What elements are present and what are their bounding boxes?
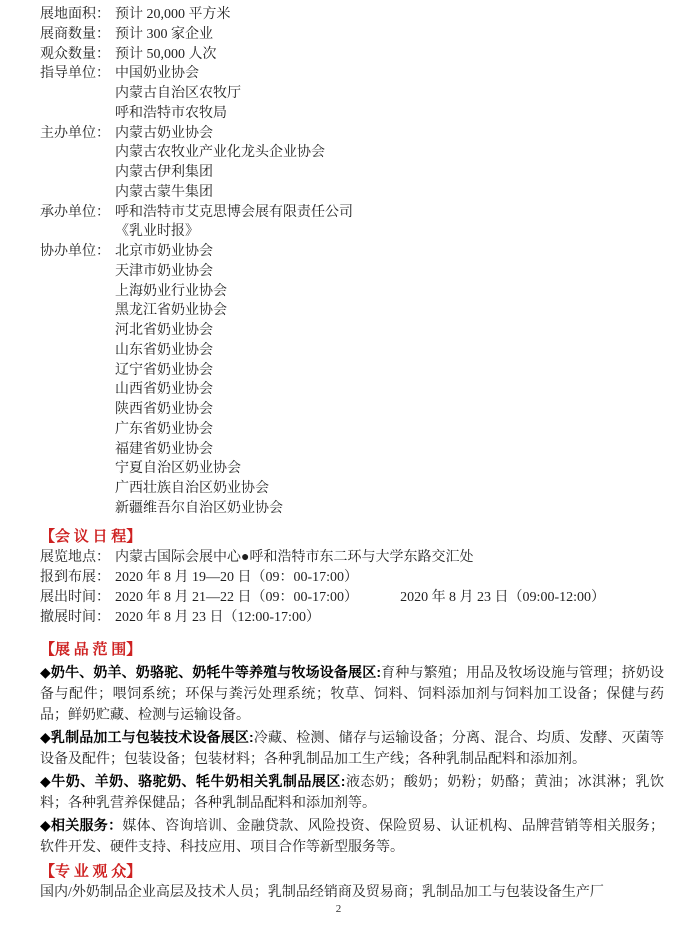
info-value: 北京市奶业协会 bbox=[115, 244, 213, 259]
schedule-section-title: 【会 议 日 程】 bbox=[40, 528, 142, 545]
info-label: 承办单位： bbox=[40, 204, 110, 220]
exhibit-item bbox=[40, 727, 664, 771]
exhibit-category-body: 育种与繁殖；用品及牧场设施与管理；挤奶设备与配件；喂饲系统；环保与粪污处理系统；牧草、饲料、饲料添加剂与饲料加工设备；保健与药品；鲜奶贮藏、检测与运输设备。 bbox=[40, 666, 664, 724]
info-line bbox=[40, 242, 664, 262]
exhibit-category-body: 媒体、咨询培训、金融贷款、风险投资、保险贸易、认证机构、品牌营销等相关服务；软件开发、硬件支持、科技应用、项目合作等新型服务等。 bbox=[40, 818, 664, 855]
info-line bbox=[40, 5, 664, 25]
exhibits-section-title: 【展 品 范 围】 bbox=[40, 642, 142, 659]
schedule-section bbox=[40, 527, 664, 629]
exhibit-item bbox=[40, 662, 664, 727]
exhibit-category-body: 液态奶；酸奶；奶粉；奶酪；黄油；冰淇淋；乳饮料；各种乳营养保健品；各种乳制品配料和添加剂等。 bbox=[40, 774, 665, 811]
info-line bbox=[40, 64, 664, 84]
info-line bbox=[40, 25, 664, 45]
info-line bbox=[40, 124, 664, 144]
info-value: 黑龙江省奶业协会 bbox=[115, 303, 227, 319]
audience-body: 国内/外奶制品企业高层及技术人员；乳制品经销商及贸易商；乳制品加工与包装设备生产厂 bbox=[40, 885, 604, 901]
exhibit-category-lead: ◆牛奶、羊奶、骆驼奶、牦牛奶相关乳制品展区: bbox=[40, 772, 346, 789]
schedule-row bbox=[40, 608, 664, 628]
schedule-label: 撤展时间： bbox=[40, 610, 110, 626]
schedule-text-2: 2020 年 8 月 23 日（09:00-12:00） bbox=[400, 589, 606, 605]
exhibits-section bbox=[40, 640, 664, 858]
schedule-text: 内蒙古国际会展中心●呼和浩特市东二环与大学东路交汇处 bbox=[115, 549, 474, 565]
info-line bbox=[40, 282, 664, 302]
exhibit-item bbox=[40, 815, 664, 859]
organizer-info-block bbox=[40, 5, 664, 519]
info-label: 观众数量： bbox=[40, 46, 110, 62]
info-line bbox=[40, 440, 664, 460]
info-line bbox=[40, 380, 664, 400]
exhibit-category-lead: ◆相关服务： bbox=[40, 816, 123, 833]
info-line bbox=[40, 479, 664, 499]
info-value: 广东省奶业协会 bbox=[115, 421, 213, 437]
exhibit-category-lead: ◆奶牛、奶羊、奶骆驼、奶牦牛等养殖与牧场设备展区: bbox=[40, 664, 382, 681]
info-line bbox=[40, 262, 664, 282]
info-value: 福建省奶业协会 bbox=[115, 441, 213, 457]
info-line bbox=[40, 183, 664, 203]
info-value: 预计 300 家企业 bbox=[115, 26, 213, 42]
info-value: 河北省奶业协会 bbox=[115, 323, 213, 338]
info-label: 指导单位： bbox=[40, 66, 110, 82]
info-line bbox=[40, 420, 664, 440]
page-number: 2 bbox=[335, 903, 342, 915]
info-value: 山西省奶业协会 bbox=[115, 382, 213, 398]
schedule-row bbox=[40, 568, 664, 588]
info-value: 辽宁省奶业协会 bbox=[115, 362, 213, 378]
exhibit-items bbox=[40, 662, 664, 858]
info-line bbox=[40, 84, 664, 104]
info-line bbox=[40, 143, 664, 163]
schedule-row bbox=[40, 548, 664, 568]
info-line bbox=[40, 361, 664, 381]
info-value: 陕西省奶业协会 bbox=[115, 402, 213, 417]
info-value: 新疆维吾尔自治区奶业协会 bbox=[115, 500, 283, 516]
info-value: 内蒙古农牧业产业化龙头企业协会 bbox=[115, 145, 325, 161]
info-value: 宁夏自治区奶业协会 bbox=[115, 461, 241, 477]
exhibit-category-lead: ◆乳制品加工与包装技术设备展区: bbox=[40, 729, 254, 746]
info-value: 内蒙古伊利集团 bbox=[115, 165, 213, 180]
info-value: 上海奶业行业协会 bbox=[115, 283, 227, 299]
exhibit-category-body: 冷藏、检测、储存与运输设备；分离、混合、均质、发酵、灭菌等设备及配件；包装设备；包装材料；各种乳制品加工生产线；各种乳制品配料和添加剂。 bbox=[40, 731, 664, 767]
audience-section-title: 【专 业 观 众】 bbox=[40, 864, 142, 881]
info-value: 呼和浩特市艾克思博会展有限责任公司 bbox=[115, 204, 353, 220]
schedule-text: 2020 年 8 月 21—22 日（09：00-17:00） bbox=[115, 589, 359, 605]
schedule-row bbox=[40, 588, 664, 608]
schedule-label: 展览地点： bbox=[40, 549, 110, 565]
info-line bbox=[40, 203, 664, 223]
schedule-label: 展出时间： bbox=[40, 589, 110, 605]
info-line bbox=[40, 222, 664, 242]
info-value: 中国奶业协会 bbox=[115, 66, 199, 82]
audience-section bbox=[40, 862, 664, 904]
info-line bbox=[40, 400, 664, 420]
info-label: 协办单位： bbox=[40, 244, 110, 259]
exhibit-item bbox=[40, 771, 664, 815]
info-line bbox=[40, 321, 664, 341]
info-value: 呼和浩特市农牧局 bbox=[115, 105, 227, 121]
info-line bbox=[40, 104, 664, 124]
info-line bbox=[40, 341, 664, 361]
info-line bbox=[40, 301, 664, 321]
info-label: 主办单位： bbox=[40, 125, 110, 141]
schedule-label: 报到布展： bbox=[40, 569, 110, 585]
info-value: 天津市奶业协会 bbox=[115, 263, 213, 279]
info-value: 内蒙古奶业协会 bbox=[115, 125, 213, 141]
info-value: 《乳业时报》 bbox=[115, 224, 199, 240]
schedule-text: 2020 年 8 月 19—20 日（09：00-17:00） bbox=[115, 569, 359, 585]
info-line bbox=[40, 499, 664, 519]
info-value: 广西壮族自治区奶业协会 bbox=[115, 481, 269, 496]
info-value: 山东省奶业协会 bbox=[115, 342, 213, 358]
schedule-text: 2020 年 8 月 23 日（12:00-17:00） bbox=[115, 610, 320, 626]
info-label: 展商数量： bbox=[40, 26, 110, 42]
info-line bbox=[40, 163, 664, 183]
info-label: 展地面积： bbox=[40, 7, 110, 22]
info-value: 内蒙古自治区农牧厅 bbox=[115, 86, 241, 101]
schedule-rows bbox=[40, 548, 664, 629]
info-value: 预计 20,000 平方米 bbox=[115, 7, 231, 22]
info-value: 预计 50,000 人次 bbox=[115, 46, 217, 62]
info-line bbox=[40, 45, 664, 65]
info-value: 内蒙古蒙牛集团 bbox=[115, 184, 213, 200]
info-line bbox=[40, 459, 664, 479]
